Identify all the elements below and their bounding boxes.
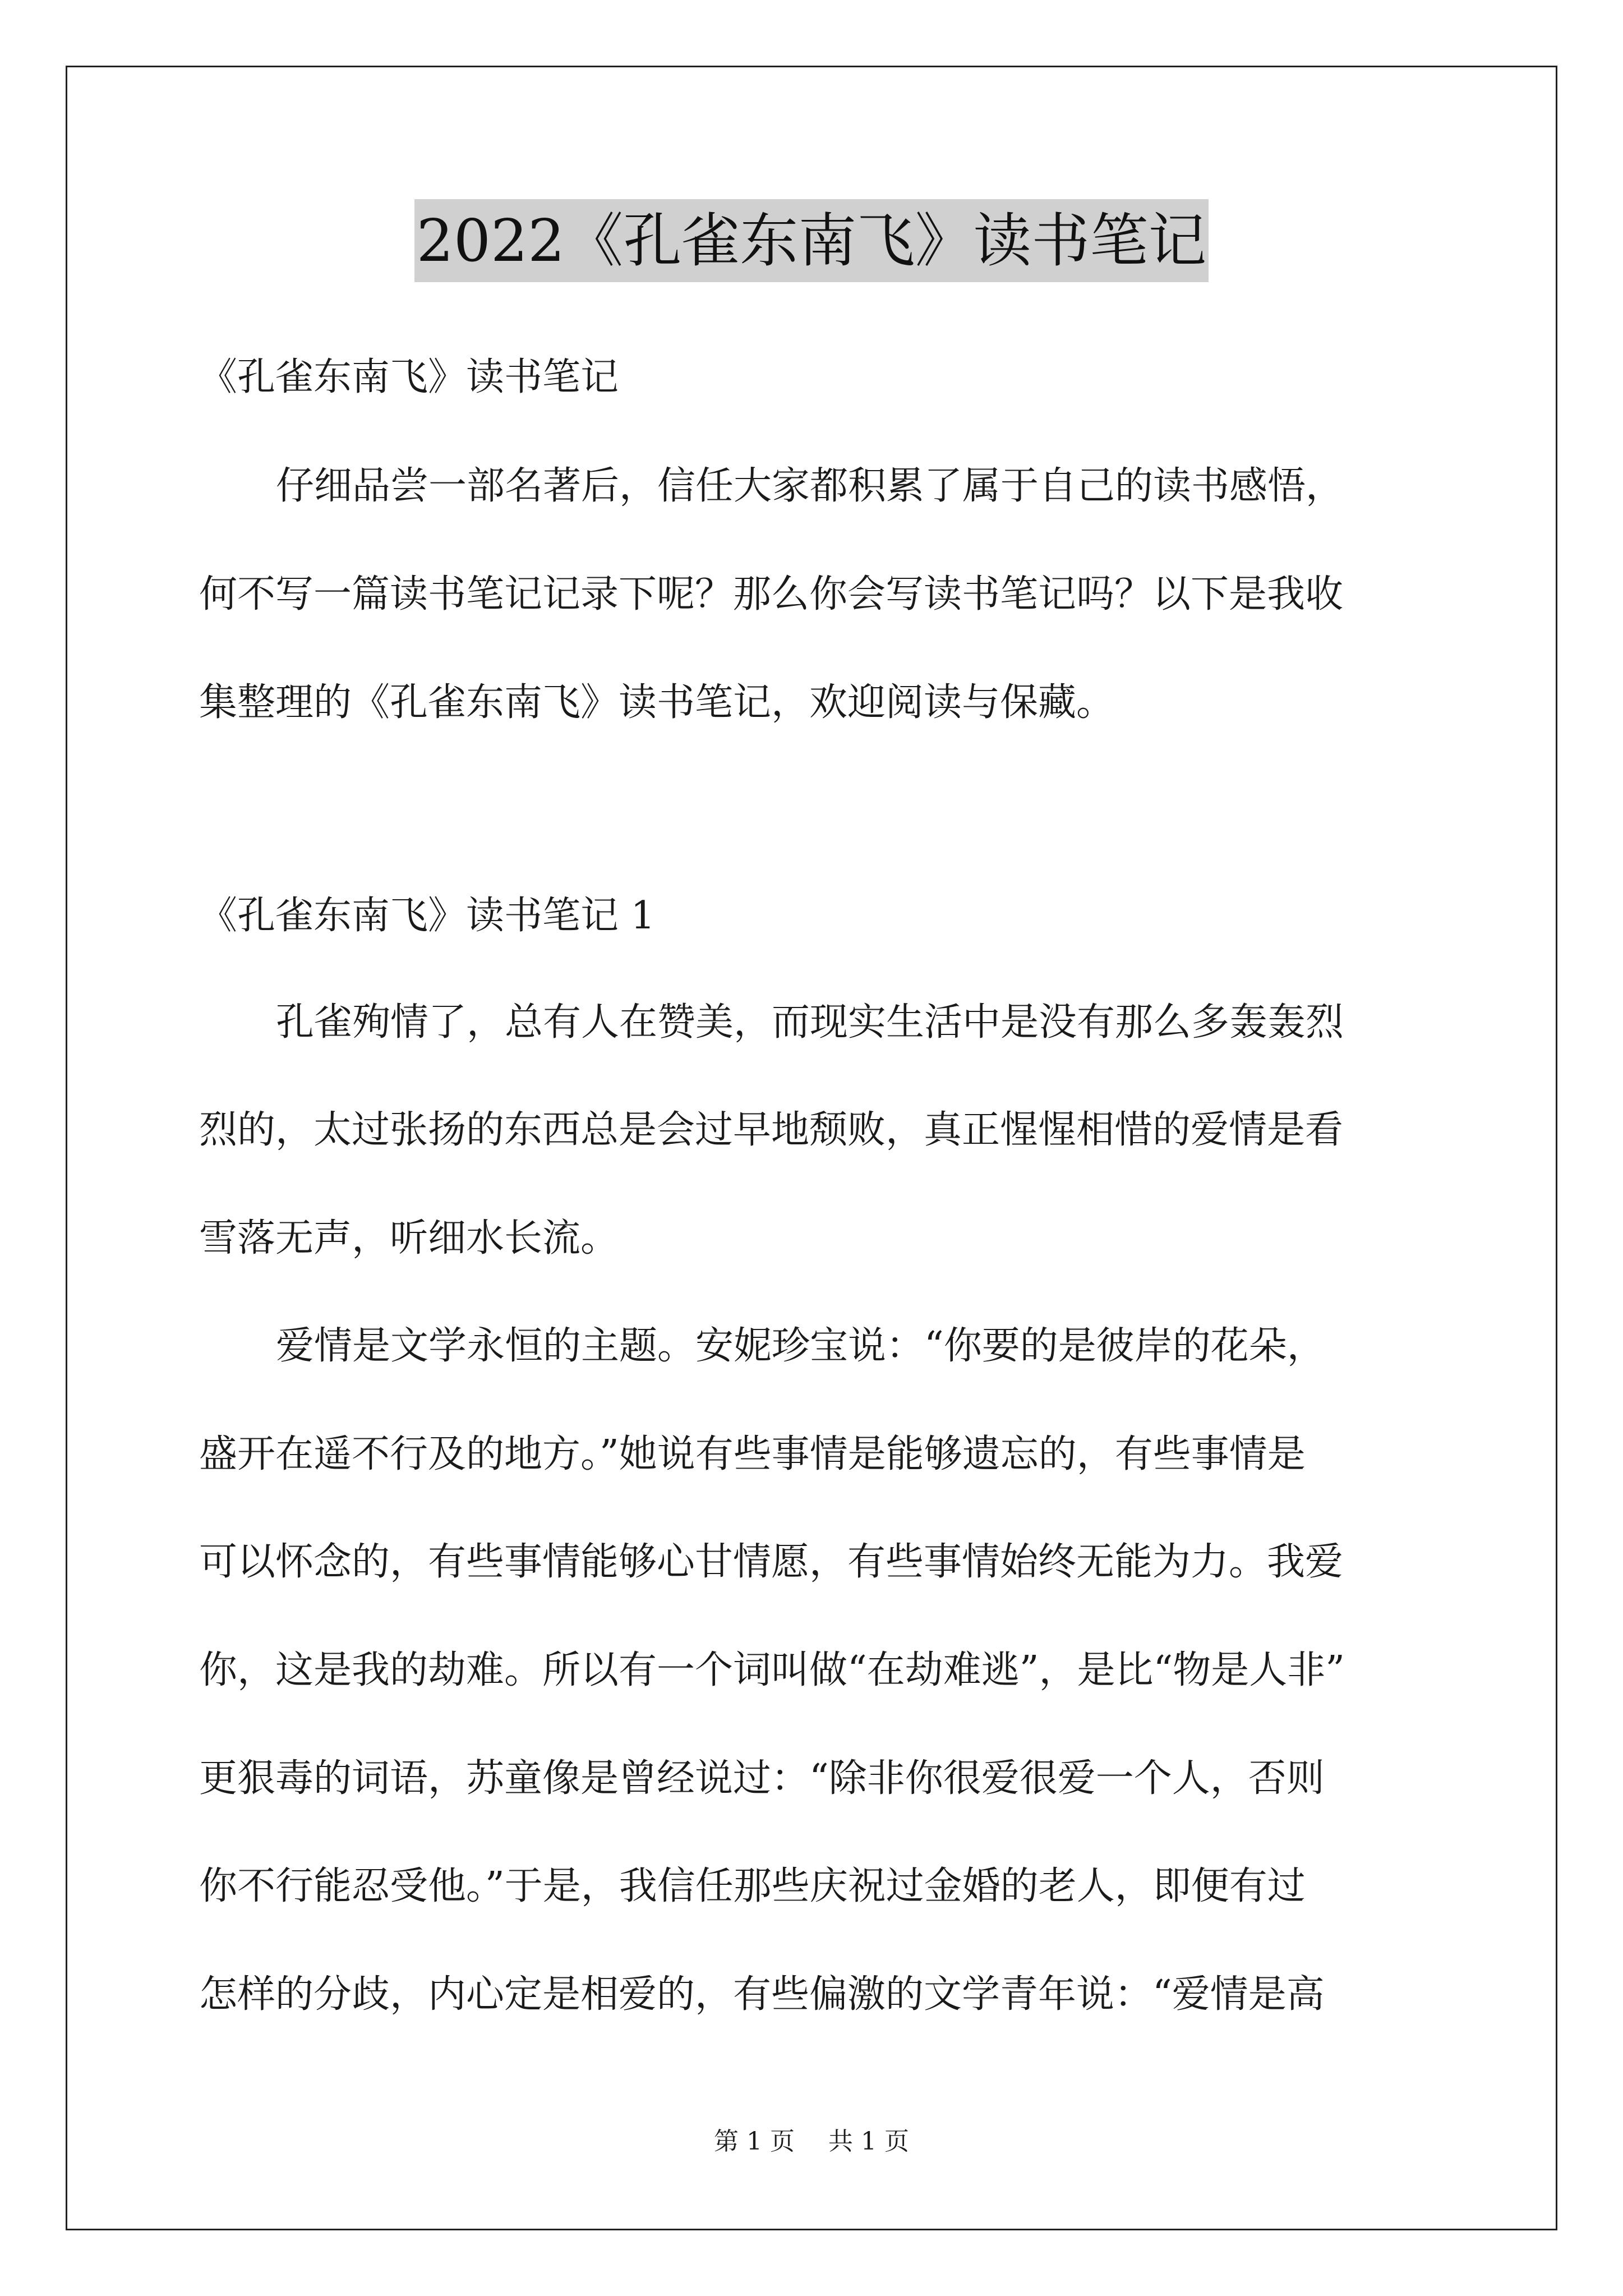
page-footer [0,2125,1623,2159]
paragraph-line: 烈的，太过张扬的东西总是会过早地颓败，真正惺惺相惜的爱情是看 [199,1108,1344,1152]
paragraph-line: 可以怀念的，有些事情能够心甘情愿，有些事情始终无能为力。我爱 [199,1540,1344,1584]
page-number: 第 1 页 [714,2127,795,2156]
section-heading: 《孔雀东南飞》读书笔记 [199,355,619,399]
paragraph-line: 雪落无声，听细水长流。 [199,1216,619,1260]
paragraph-line: 集整理的《孔雀东南飞》读书笔记，欢迎阅读与保藏。 [199,680,1115,725]
title-container [0,199,1623,282]
paragraph-line: 更狠毒的词语，苏童像是曾经说过：“除非你很爱很爱一个人，否则 [199,1756,1325,1801]
paragraph-line: 孔雀殉情了，总有人在赞美，而现实生活中是没有那么多轰轰烈 [276,1000,1344,1045]
page-total: 共 1 页 [828,2127,909,2156]
section-heading: 《孔雀东南飞》读书笔记 1 [199,894,655,938]
paragraph-line: 你，这是我的劫难。所以有一个词叫做“在劫难逃”，是比“物是人非” [199,1648,1345,1692]
document-title: 2022《孔雀东南飞》读书笔记 [414,199,1209,282]
paragraph-line: 你不行能忍受他。”于是，我信任那些庆祝过金婚的老人，即便有过 [199,1864,1306,1908]
paragraph-line: 仔细品尝一部名著后，信任大家都积累了属于自己的读书感悟， [276,464,1344,508]
paragraph-line: 怎样的分歧，内心定是相爱的，有些偏激的文学青年说：“爱情是高 [199,1972,1325,2017]
paragraph-line: 爱情是文学永恒的主题。安妮珍宝说：“你要的是彼岸的花朵， [276,1324,1325,1368]
paragraph-line: 何不写一篇读书笔记记录下呢？那么你会写读书笔记吗？以下是我收 [199,572,1344,616]
paragraph-line: 盛开在遥不行及的地方。”她说有些事情是能够遗忘的，有些事情是 [199,1432,1306,1476]
